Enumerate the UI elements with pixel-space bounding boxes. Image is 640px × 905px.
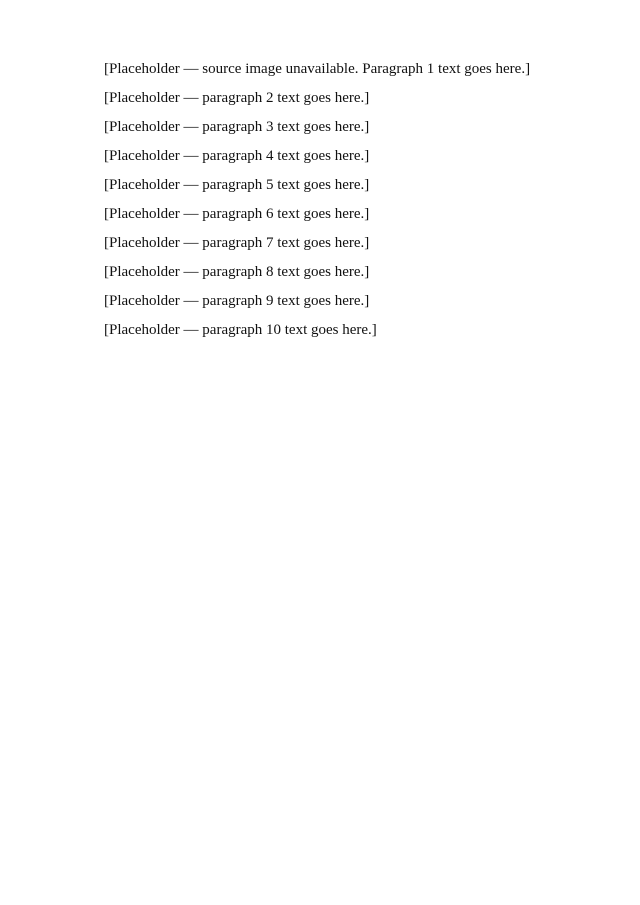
paragraph: [Placeholder — paragraph 3 text goes here.] [104, 119, 370, 135]
paragraph: [Placeholder — paragraph 10 text goes here.] [104, 322, 377, 338]
paragraph: [Placeholder — paragraph 7 text goes here.] [104, 235, 370, 251]
paragraph: [Placeholder — paragraph 4 text goes here.] [104, 148, 370, 164]
paragraph: [Placeholder — source image unavailable. Paragraph 1 text goes here.] [104, 61, 531, 77]
paragraph: [Placeholder — paragraph 5 text goes here.] [104, 177, 370, 193]
paragraph: [Placeholder — paragraph 6 text goes here.] [104, 206, 370, 222]
paragraph: [Placeholder — paragraph 2 text goes here.] [104, 90, 370, 106]
paragraph: [Placeholder — paragraph 9 text goes here.] [104, 293, 370, 309]
paragraph: [Placeholder — paragraph 8 text goes here.] [104, 264, 370, 280]
